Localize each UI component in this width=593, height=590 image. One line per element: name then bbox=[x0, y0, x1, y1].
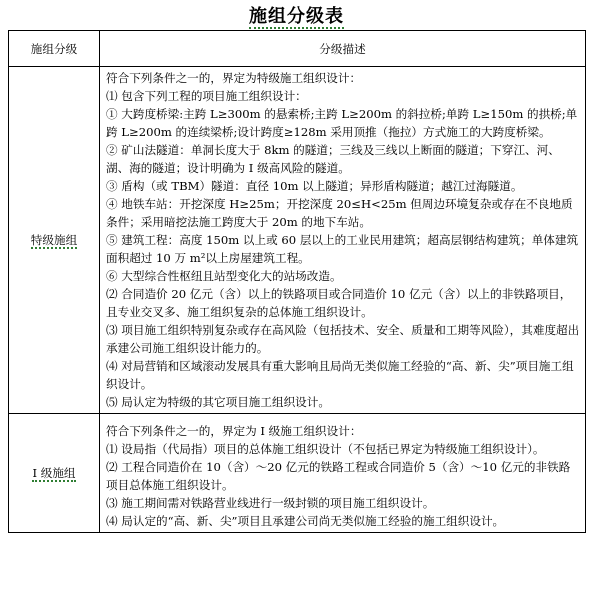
header-level: 施组分级 bbox=[9, 31, 100, 67]
description-cell-level-one bbox=[100, 414, 586, 533]
description-line: ⑸ 局认定为特级的其它项目施工组织设计。 bbox=[106, 395, 330, 409]
description-line: ⑴ 包含下列工程的项目施工组织设计： bbox=[106, 89, 307, 103]
description-line: ⑶ 施工期间需对铁路营业线进行一级封锁的项目施工组织设计。 bbox=[106, 496, 435, 510]
description-line: ⑷ 局认定的“高、新、尖”项目且承建公司尚无类似施工经验的施工组织设计。 bbox=[106, 514, 505, 528]
description-line: ⑷ 对局营销和区域滚动发展具有重大影响且局尚无类似施工经验的“高、新、尖”项目施工组织设计。 bbox=[106, 359, 574, 391]
description-line: ③ 盾构（或 TBM）隧道：直径 10m 以上隧道；异形盾构隧道；越江过海隧道。 bbox=[106, 179, 523, 193]
level-label-special: 特级施组 bbox=[30, 233, 78, 247]
description-line: ⑶ 项目施工组织特别复杂或存在高风险（包括技术、安全、质量和工期等风险），其难度超出承建公司施工组织设计能力的。 bbox=[106, 323, 580, 355]
document-title bbox=[0, 2, 593, 28]
description-line: ⑴ 设局指（代局指）项目的总体施工组织设计（不包括已界定为特级施工组织设计）。 bbox=[106, 442, 545, 456]
description-line: 符合下列条件之一的，界定为 I 级施工组织设计： bbox=[106, 424, 362, 438]
header-description: 分级描述 bbox=[100, 31, 586, 67]
classification-table bbox=[8, 30, 586, 533]
level-cell-special bbox=[9, 67, 100, 414]
description-line: ⑥ 大型综合性枢纽且站型变化大的站场改造。 bbox=[106, 269, 342, 283]
description-line: ⑤ 建筑工程：高度 150m 以上或 60 层以上的工业民用建筑；超高层钢结构建筑；单体建筑面积超过 10 万 m²以上房屋建筑工程。 bbox=[106, 233, 579, 265]
table-header-row bbox=[9, 31, 586, 67]
document-title-text: 施组分级表 bbox=[249, 6, 344, 27]
description-line: 符合下列条件之一的，界定为特级施工组织设计： bbox=[106, 71, 362, 85]
table-row-level-one bbox=[9, 414, 586, 533]
level-cell-level-one bbox=[9, 414, 100, 533]
description-line: ④ 地铁车站：开挖深度 H≥25m；开挖深度 20≤H<25m 但周边环境复杂或存在不良地质条件；采用暗挖法施工跨度大于 20m 的地下车站。 bbox=[106, 197, 573, 229]
level-label-level-one: I 级施组 bbox=[32, 466, 76, 480]
description-line: ① 大跨度桥梁:主跨 L≥300m 的悬索桥;主跨 L≥200m 的斜拉桥;单跨 L≥150m 的拱桥;单跨 L≥200m 的连续梁桥;设计跨度≥128m 采用顶推（拖拉）方式施工的大跨度桥梁。 bbox=[106, 107, 578, 139]
description-line: ② 矿山法隧道：单洞长度大于 8km 的隧道；三线及三线以上断面的隧道；下穿江、河、湖、海的隧道；设计明确为 I 级高风险的隧道。 bbox=[106, 143, 560, 175]
description-line: ⑵ 合同造价 20 亿元（含）以上的铁路项目或合同造价 10 亿元（含）以上的非铁路项目，且专业交叉多、施工组织复杂的总体施工组织设计。 bbox=[106, 287, 572, 319]
table-row-special bbox=[9, 67, 586, 414]
description-cell-special bbox=[100, 67, 586, 414]
description-line: ⑵ 工程合同造价在 10（含）～20 亿元的铁路工程或合同造价 5（含）～10 亿元的非铁路项目总体施工组织设计。 bbox=[106, 460, 571, 492]
